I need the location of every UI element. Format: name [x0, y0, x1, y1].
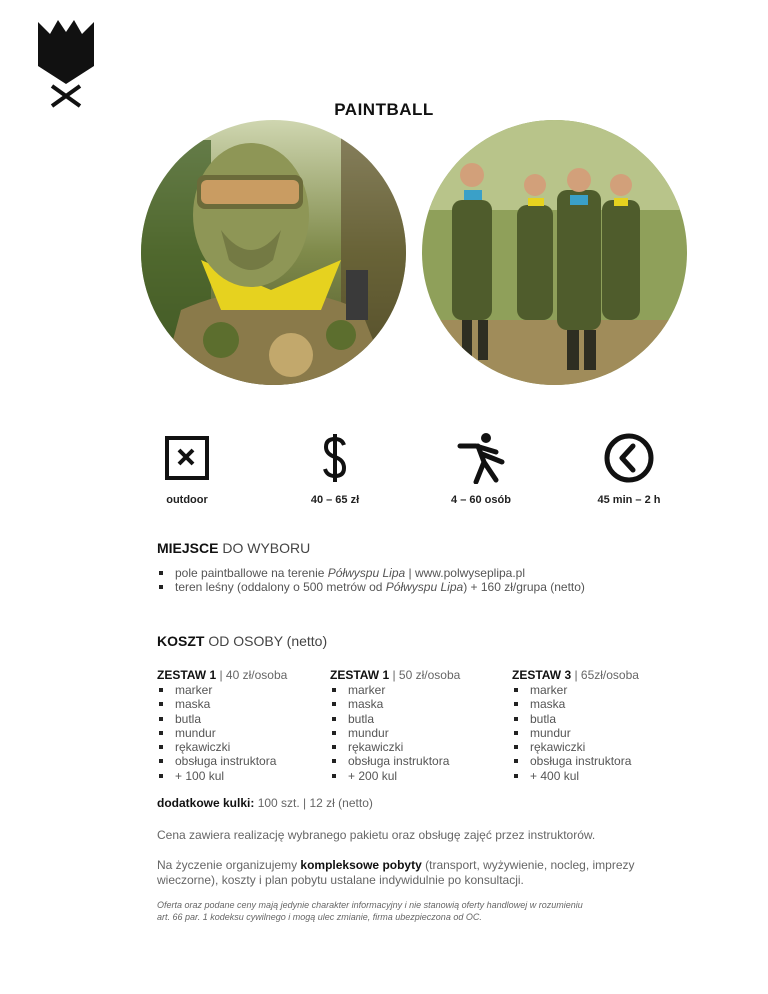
- list-item: maska: [512, 697, 639, 711]
- running-person-icon: [421, 428, 541, 488]
- clock-back-icon: [569, 428, 689, 488]
- list-item: rękawiczki: [512, 740, 639, 754]
- set-items: [512, 683, 639, 783]
- feature-outdoor: [127, 428, 247, 506]
- place-section: [157, 540, 585, 595]
- feature-price: [275, 428, 395, 506]
- set-3: [512, 668, 639, 783]
- cost-section: [157, 633, 327, 649]
- list-item: mundur: [157, 726, 287, 740]
- list-item: butla: [330, 712, 460, 726]
- list-item: obsługa instruktora: [512, 754, 639, 768]
- set-2: [330, 668, 460, 783]
- list-item: + 400 kul: [512, 769, 639, 783]
- set-heading: ZESTAW 3 | 65zł/osoba: [512, 668, 639, 682]
- disclaimer-note: Oferta oraz podane ceny mają jedynie charakter informacyjny i nie stanowią oferty handlowej w rozumieniu art. 66 par. 1 kodeksu cywilnego i mogą ulec zmianie, firma ubezpieczona od OC.: [157, 900, 583, 922]
- place-heading: MIEJSCE DO WYBORU: [157, 540, 311, 556]
- dollar-icon: [275, 428, 395, 488]
- list-item: mundur: [330, 726, 460, 740]
- feature-label: 40 – 65 zł: [310, 494, 360, 506]
- list-item: rękawiczki: [157, 740, 287, 754]
- list-item: obsługa instruktora: [157, 754, 287, 768]
- page-title: PAINTBALL: [334, 100, 434, 119]
- list-item: marker: [330, 683, 460, 697]
- list-item: butla: [512, 712, 639, 726]
- package-info: Na życzenie organizujemy kompleksowe pobyty (transport, wyżywienie, nocleg, imprezy wieczorne), koszty i plan pobytu ustalane indywidulnie po konsultacji.: [157, 858, 635, 887]
- list-item: rękawiczki: [330, 740, 460, 754]
- list-item: pole paintballowe na terenie Półwyspu Lipa | www.polwyseplipa.pl: [157, 566, 585, 580]
- set-items: [157, 683, 287, 783]
- set-1: [157, 668, 287, 783]
- player-mask-photo: [141, 120, 406, 385]
- outdoor-x-icon: [127, 428, 247, 488]
- set-heading: ZESTAW 1 | 40 zł/osoba: [157, 668, 288, 682]
- set-items: [330, 683, 460, 783]
- feature-people: [421, 428, 541, 506]
- list-item: mundur: [512, 726, 639, 740]
- list-item: marker: [157, 683, 287, 697]
- list-item: butla: [157, 712, 287, 726]
- feature-label: 45 min – 2 h: [597, 494, 661, 506]
- list-item: + 100 kul: [157, 769, 287, 783]
- feature-label: 4 – 60 osób: [451, 494, 511, 506]
- cost-heading: KOSZT OD OSOBY (netto): [157, 633, 328, 649]
- place-list: [157, 566, 585, 595]
- list-item: marker: [512, 683, 639, 697]
- group-forest-photo: [422, 120, 687, 385]
- feature-label: outdoor: [166, 494, 208, 506]
- extra-balls: dodatkowe kulki: 100 szt. | 12 zł (netto): [157, 796, 373, 810]
- set-heading: ZESTAW 1 | 50 zł/osoba: [330, 668, 461, 682]
- list-item: maska: [157, 697, 287, 711]
- list-item: teren leśny (oddalony o 500 metrów od Półwyspu Lipa) + 160 zł/grupa (netto): [157, 580, 585, 594]
- list-item: obsługa instruktora: [330, 754, 460, 768]
- feature-duration: [569, 428, 689, 506]
- list-item: + 200 kul: [330, 769, 460, 783]
- price-info: Cena zawiera realizację wybranego pakietu oraz obsługę zajęć przez instruktorów.: [157, 828, 596, 842]
- list-item: maska: [330, 697, 460, 711]
